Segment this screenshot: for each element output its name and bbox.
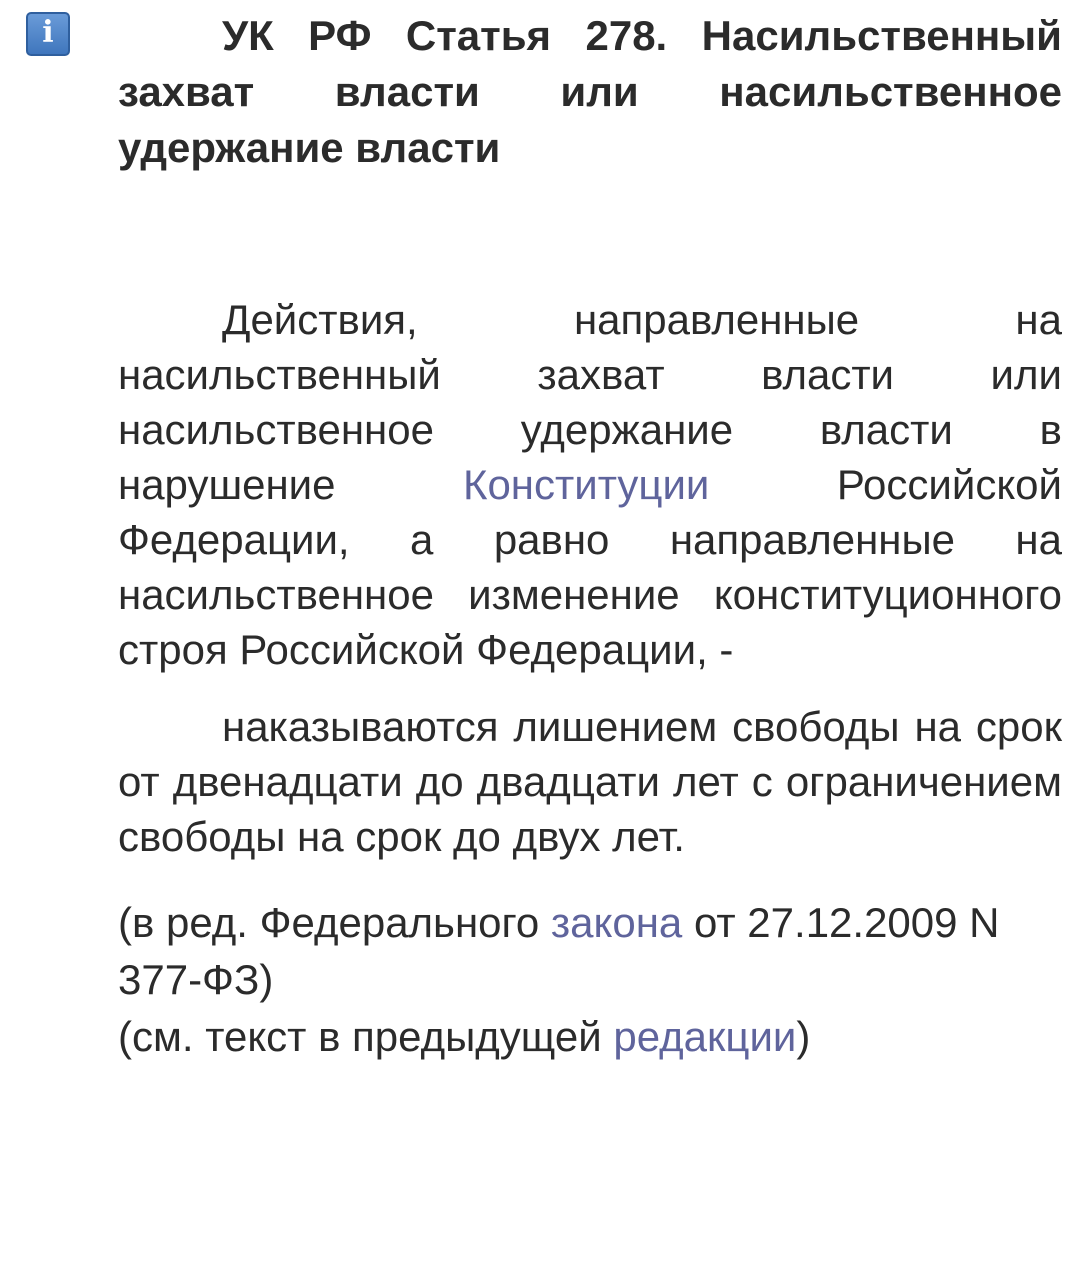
- info-icon[interactable]: i: [26, 12, 70, 56]
- amendment-note-end: от 27.12.2009 N 377-ФЗ): [118, 899, 1000, 1003]
- amendment-note: [118, 894, 1062, 1008]
- previous-edition-note: [118, 1008, 1062, 1065]
- amendment-note-start: (в ред. Федерального: [118, 899, 551, 946]
- previous-edition-end: ): [796, 1013, 811, 1060]
- previous-edition-link[interactable]: редакции: [613, 1013, 797, 1060]
- disposition-text-start: Действия, направленные на насильственный захват власти или насильственное удержание власти в нарушение: [118, 296, 1062, 508]
- constitution-link[interactable]: Конституции: [462, 461, 710, 508]
- article-title: УК РФ Статья 278. Насильственный захват власти или насильственное удержание власти: [118, 12, 1062, 171]
- article-disposition: [118, 292, 1062, 677]
- disposition-text-end: Российской Федерации, а равно направленные на насильственное изменение конституционного строя Российской Федерации, -: [118, 461, 1062, 673]
- article-sanction: наказываются лишением свободы на срок от двенадцати до двадцати лет с ограничением свободы на срок до двух лет.: [118, 703, 1062, 860]
- article-content: [118, 8, 1062, 1065]
- previous-edition-start: (см. текст в предыдущей: [118, 1013, 614, 1060]
- law-link[interactable]: закона: [550, 899, 683, 946]
